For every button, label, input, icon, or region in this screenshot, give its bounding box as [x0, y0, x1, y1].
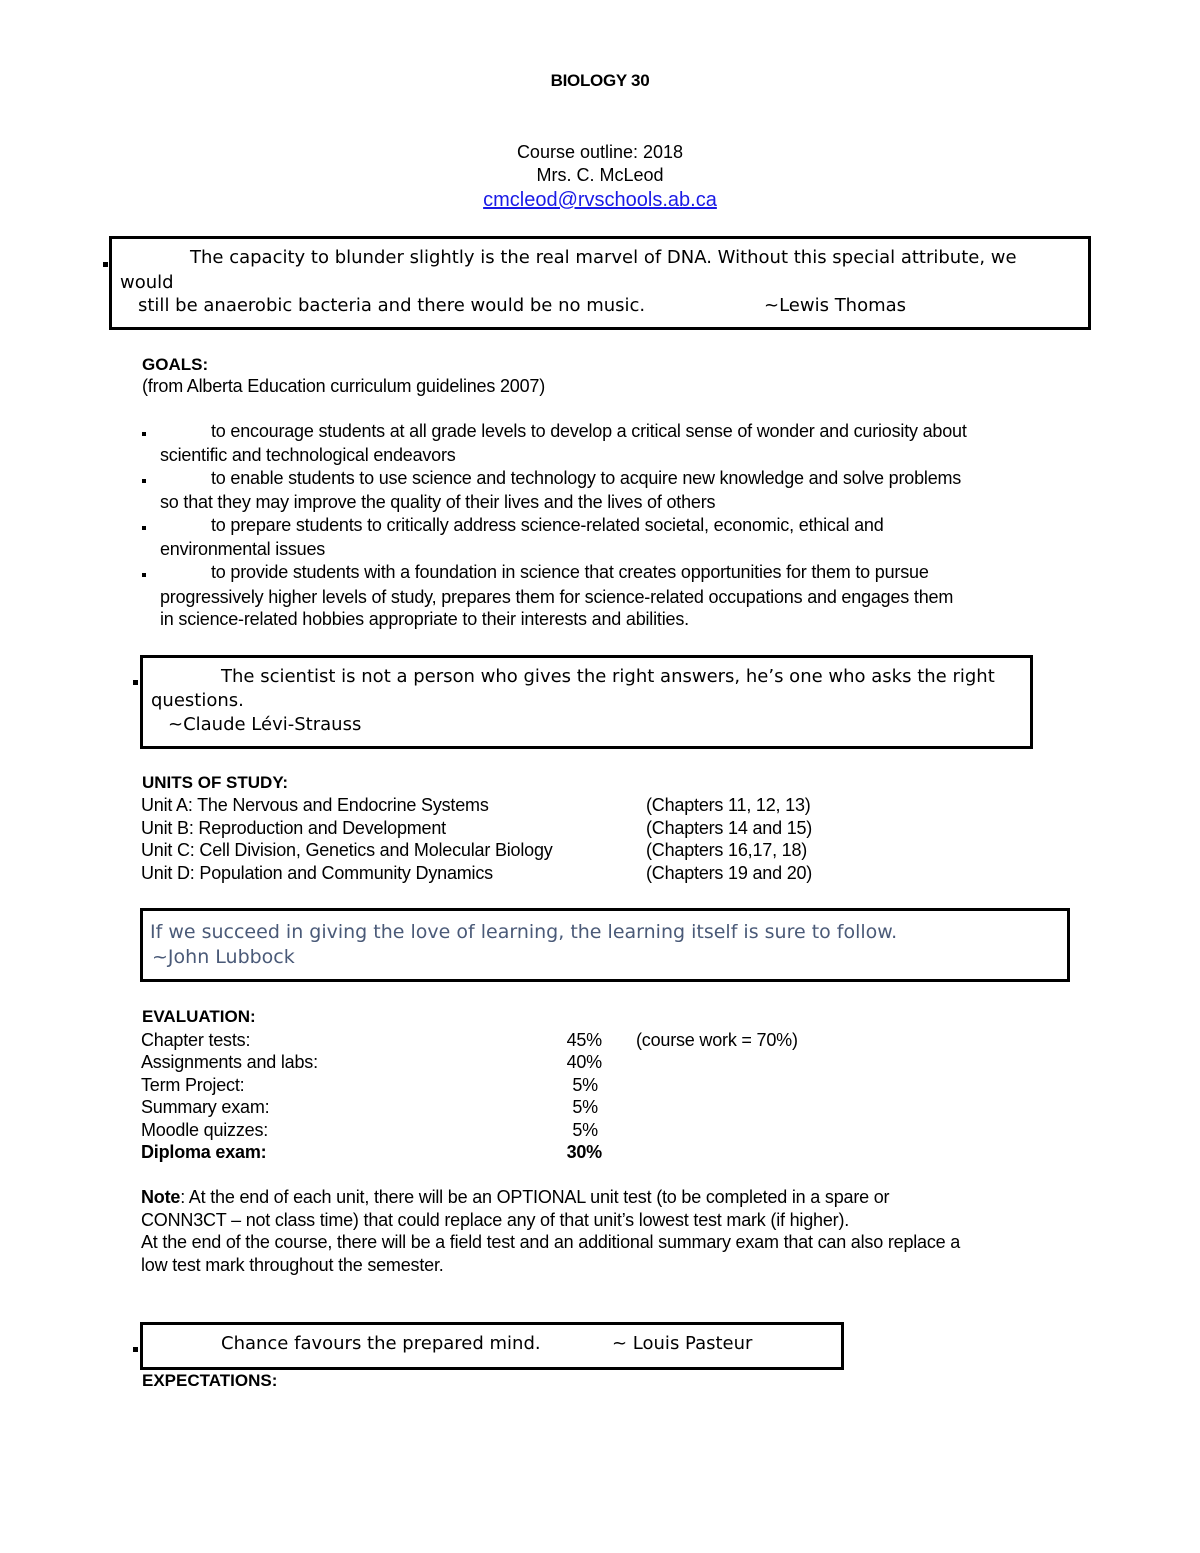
bullet-square-icon	[142, 479, 146, 483]
eval-summary-exam-value: 5%	[572, 1097, 598, 1117]
eval-assignments-label: Assignments and labs:	[141, 1052, 318, 1072]
eval-chapter-tests-label: Chapter tests:	[141, 1030, 251, 1050]
unit-c-chapters: (Chapters 16,17, 18)	[646, 840, 808, 860]
unit-d: Unit D: Population and Community Dynamics	[141, 863, 493, 883]
goal-item-3-line1: to prepare students to critically address science-related societal, economic, ethical and	[211, 515, 884, 535]
units-heading: UNITS OF STUDY:	[142, 773, 289, 792]
bullet-square-icon	[142, 526, 146, 530]
eval-course-work-note: (course work = 70%)	[636, 1030, 798, 1050]
eval-note-line2: CONN3CT – not class time) that could replace any of that unit’s lowest test mark (if higher).	[141, 1210, 850, 1230]
quote-box-lubbock	[140, 908, 1070, 982]
goal-item-4-line1: to provide students with a foundation in science that creates opportunities for them to pursue	[211, 562, 929, 582]
document-title: BIOLOGY 30	[550, 71, 650, 90]
eval-term-project-label: Term Project:	[141, 1075, 245, 1095]
eval-term-project-value: 5%	[572, 1075, 598, 1095]
goals-source: (from Alberta Education curriculum guidelines 2007)	[142, 376, 546, 396]
quote-lubbock-line1: If we succeed in giving the love of learning, the learning itself is sure to follow.	[150, 921, 898, 943]
eval-assignments-value: 40%	[566, 1052, 602, 1072]
quote-thomas-line2: would	[120, 272, 174, 293]
quote-lubbock-author: ~John Lubbock	[152, 946, 295, 968]
unit-c: Unit C: Cell Division, Genetics and Molecular Biology	[141, 840, 553, 860]
eval-diploma-exam-value: 30%	[566, 1142, 602, 1162]
eval-note-line1	[141, 1187, 889, 1208]
eval-note-line4: low test mark throughout the semester.	[141, 1255, 444, 1275]
eval-diploma-exam-label: Diploma exam:	[141, 1142, 267, 1162]
goal-item-3-line2: environmental issues	[160, 539, 326, 559]
bullet-square-icon	[133, 1347, 138, 1352]
quote-pasteur-author: ~ Louis Pasteur	[612, 1333, 753, 1354]
goal-item-4-line2: progressively higher levels of study, prepares them for science-related occupations and engages them	[160, 587, 954, 607]
teacher-email-link[interactable]: cmcleod@rvschools.ab.ca	[483, 189, 717, 211]
quote-levi-strauss-line2: questions.	[151, 690, 244, 711]
unit-a-chapters: (Chapters 11, 12, 13)	[646, 795, 811, 815]
quote-thomas-author: ~Lewis Thomas	[764, 295, 907, 316]
eval-chapter-tests-value: 45%	[566, 1030, 602, 1050]
expectations-heading: EXPECTATIONS:	[142, 1371, 278, 1390]
teacher-name: Mrs. C. McLeod	[536, 165, 664, 185]
unit-b: Unit B: Reproduction and Development	[141, 818, 446, 838]
unit-a: Unit A: The Nervous and Endocrine Systems	[141, 795, 489, 815]
quote-levi-strauss-line1: The scientist is not a person who gives the right answers, he’s one who asks the right	[221, 666, 995, 687]
goals-heading: GOALS:	[142, 355, 209, 374]
eval-note-line3: At the end of the course, there will be a field test and an additional summary exam that can also replace a	[141, 1232, 961, 1252]
eval-moodle-quizzes-value: 5%	[572, 1120, 598, 1140]
note-text: : At the end of each unit, there will be an OPTIONAL unit test (to be completed in a spare or	[180, 1187, 890, 1207]
goal-item-1-line1: to encourage students at all grade levels to develop a critical sense of wonder and curiosity about	[211, 421, 967, 441]
bullet-square-icon	[103, 262, 108, 267]
bullet-square-icon	[142, 432, 146, 436]
quote-pasteur-text: Chance favours the prepared mind.	[221, 1333, 541, 1354]
goal-item-2-line2: so that they may improve the quality of their lives and the lives of others	[160, 492, 716, 512]
eval-moodle-quizzes-label: Moodle quizzes:	[141, 1120, 269, 1140]
bullet-square-icon	[133, 680, 138, 685]
note-label: Note	[141, 1187, 181, 1207]
goal-item-4-line3: in science-related hobbies appropriate to their interests and abilities.	[160, 609, 689, 629]
course-outline-line: Course outline: 2018	[516, 142, 684, 162]
unit-b-chapters: (Chapters 14 and 15)	[646, 818, 813, 838]
quote-thomas-line3: still be anaerobic bacteria and there would be no music.	[138, 295, 646, 316]
quote-levi-strauss-author: ~Claude Lévi-Strauss	[168, 714, 362, 735]
quote-thomas-line1: The capacity to blunder slightly is the real marvel of DNA. Without this special attribute, we	[190, 247, 1017, 268]
bullet-square-icon	[142, 573, 146, 577]
goal-item-1-line2: scientific and technological endeavors	[160, 445, 456, 465]
unit-d-chapters: (Chapters 19 and 20)	[646, 863, 813, 883]
eval-summary-exam-label: Summary exam:	[141, 1097, 270, 1117]
goal-item-2-line1: to enable students to use science and technology to acquire new knowledge and solve problems	[211, 468, 962, 488]
evaluation-heading: EVALUATION:	[142, 1007, 256, 1026]
